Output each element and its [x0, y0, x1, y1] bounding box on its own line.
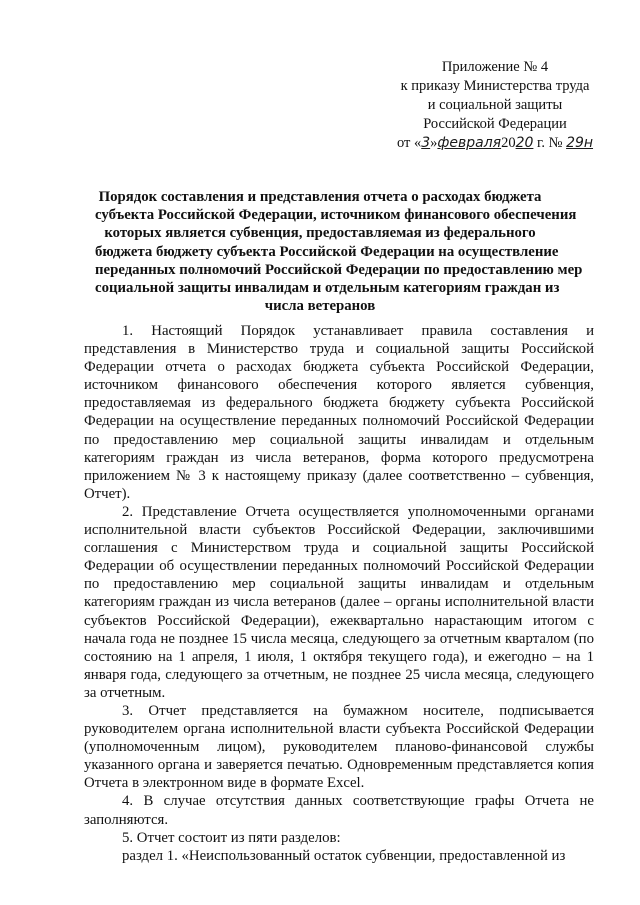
document-title — [95, 188, 583, 315]
appendix-header — [380, 58, 610, 153]
title-line: числа ветеранов — [264, 298, 376, 315]
paragraph-2: 2. Представление Отчета осуществляется уполномоченными органами исполнительной власти субъектов Российской Федерации, заключившими соглашения с Министерством труда и социальной защиты Российской Федерации об осуществлении переданных полномочий Российской Федерации по предоставлению мер социальной защиты инвалидам и отдельным категориям граждан из числа ветеранов (далее – органы исполнительной власти субъектов Российской Федерации), ежеквартально нарастающим итогом с начала года не позднее 15 числа месяца, следующего за отчетным кварталом (по состоянию на 1 апреля, 1 июля, 1 октября текущего года), и ежегодно – на 1 января года, следующего за отчетным, не позднее 25 числа месяца, следующего за отчетным. — [84, 503, 594, 701]
title-line: Порядок составления и представления отчета о расходах бюджета — [98, 189, 542, 205]
handwritten-day: 3 — [421, 135, 431, 151]
title-line: переданных полномочий Российской Федерации по предоставлению мер — [95, 261, 583, 278]
handwritten-year: 20 — [515, 135, 534, 151]
document-body — [84, 322, 594, 865]
year-suffix: г. № — [533, 135, 567, 151]
title-line: социальной защиты инвалидам и отдельным категориям граждан из — [95, 280, 560, 297]
paragraph-3: 3. Отчет представляется на бумажном носителе, подписывается руководителем органа исполнительной власти субъекта Российской Федерации (уполномоченным лицом), руководителем планово-финансовой службы указанного органа и заверяется печатью. Одновременным представляется копия Отчета в электронном виде в формате Excel. — [84, 702, 594, 792]
appendix-date-line — [380, 134, 610, 153]
date-prefix: от « — [396, 135, 422, 151]
year-prefix: 20 — [501, 135, 516, 151]
appendix-ministry: и социальной защиты — [427, 97, 563, 113]
paragraph-5: 5. Отчет состоит из пяти разделов: — [122, 829, 341, 846]
appendix-order-ref: к приказу Министерства труда — [400, 78, 590, 94]
appendix-federation: Российской Федерации — [423, 116, 567, 132]
paragraph-4: 4. В случае отсутствия данных соответствующие графы Отчета не заполняются. — [84, 793, 594, 828]
title-line: которых является субвенция, предоставляемая из федерального — [104, 225, 536, 242]
handwritten-month: февраля — [437, 135, 502, 151]
title-line: бюджета бюджету субъекта Российской Федерации на осуществление — [95, 243, 559, 260]
title-line: субъекта Российской Федерации, источником финансового обеспечения — [95, 207, 577, 224]
appendix-number: Приложение № 4 — [441, 59, 549, 75]
date-mid: » — [430, 135, 438, 151]
paragraph-6: раздел 1. «Неиспользованный остаток субвенции, предоставленной из — [122, 847, 566, 864]
handwritten-number: 29н — [566, 135, 594, 151]
paragraph-1: 1. Настоящий Порядок устанавливает правила составления и представления в Министерство труда и социальной защиты Российской Федерации отчета о расходах бюджета субъекта Российской Федерации, источником финансового обеспечения которого является субвенция, предоставляемая из федерального бюджета бюджету субъекта Российской Федерации на осуществление переданных полномочий Российской Федерации по предоставлению мер социальной защиты инвалидам и отдельным категориям граждан из числа ветеранов, форма которого предусмотрена приложением № 3 к настоящему приказу (далее соответственно – субвенция, Отчет). — [84, 323, 594, 502]
